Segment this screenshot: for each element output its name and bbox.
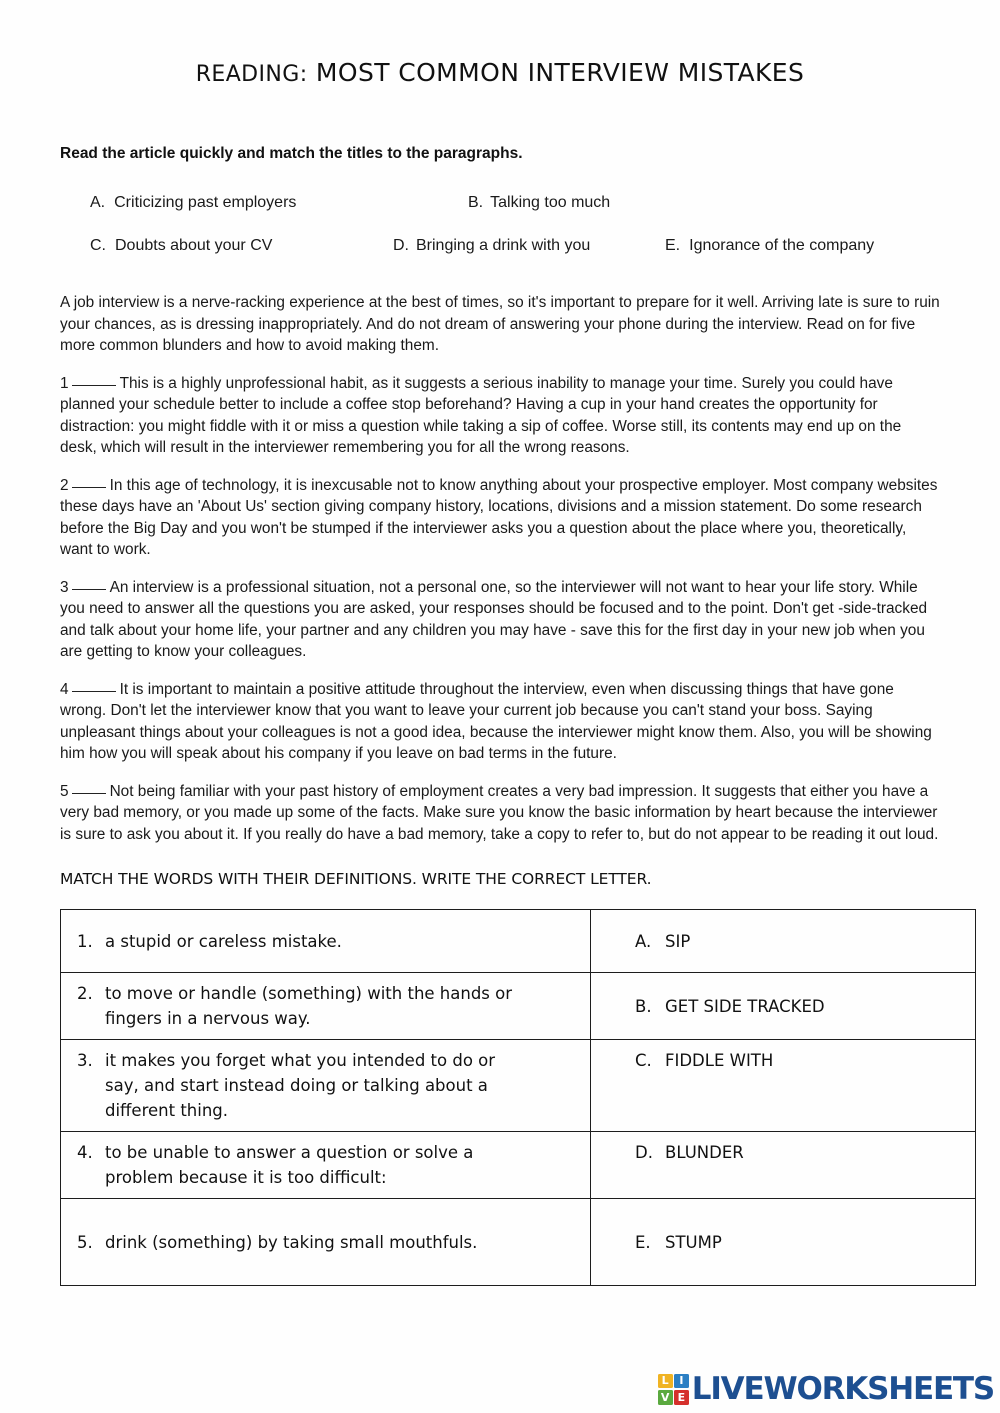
paragraph-3-number: 3 — [60, 578, 69, 596]
definition-cell-3 — [61, 1040, 591, 1132]
definition-text-5: drink (something) by taking small mouthfuls. — [105, 1232, 478, 1252]
paragraph-3-text: An interview is a professional situation, not a personal one, so the interviewer will not want to hear your life story. While you need to answer all the questions you are asked, your responses should be focused and to the point. Don't get -side-tracked and talk about your home life, your partner and any children you may have - save this for the first day in your new job when you are getting to know your colleagues. — [60, 578, 928, 660]
live-logo-icon — [658, 1374, 689, 1405]
logo-tile-v: V — [658, 1390, 673, 1405]
article-paragraph-4 — [60, 679, 940, 765]
article-intro-paragraph: A job interview is a nerve-racking experience at the best of times, so it's important to prepare for it well. Arriving late is sure to ruin your chances, as is dressing inappropriately. And do not dream of answering your phone during the interview. Read on for five more common blunders and how to avoid making them. — [60, 294, 940, 354]
word-text-3: FIDDLE WITH — [665, 1051, 774, 1070]
logo-tile-l: L — [658, 1374, 673, 1389]
table-row — [61, 1199, 976, 1286]
logo-wordmark: LIVEWORKSHEETS — [691, 1370, 994, 1407]
word-letter-1: A. — [635, 931, 652, 951]
definition-text-1: a stupid or careless mistake. — [105, 931, 342, 951]
table-row — [61, 910, 976, 973]
page-title — [0, 58, 1000, 87]
paragraph-2-answer-blank[interactable] — [72, 487, 106, 488]
word-text-5: STUMP — [665, 1232, 722, 1252]
logo-tile-e: E — [674, 1390, 689, 1405]
word-letter-3: C. — [635, 1051, 652, 1070]
definition-cell-1 — [61, 910, 591, 973]
table-row — [61, 1132, 976, 1199]
article-paragraph-2 — [60, 475, 940, 561]
word-text-1: SIP — [665, 931, 691, 951]
option-c-letter: C. — [90, 237, 106, 254]
definition-text-3: it makes you forget what you intended to do or say, and start instead doing or talking about a different thing. — [105, 1051, 496, 1120]
definition-text-4: to be unable to answer a question or solve a problem because it is too difficult: — [105, 1143, 474, 1187]
paragraph-1-number: 1 — [60, 374, 69, 392]
definition-cell-2 — [61, 973, 591, 1040]
instruction-text: Read the article quickly and match the titles to the paragraphs. — [60, 145, 523, 162]
option-d-letter: D. — [393, 237, 409, 254]
word-cell-3[interactable] — [591, 1040, 976, 1132]
option-c — [90, 236, 272, 256]
paragraph-2-number: 2 — [60, 476, 69, 494]
paragraph-3-answer-blank[interactable] — [72, 589, 106, 590]
word-letter-5: E. — [635, 1232, 651, 1252]
definition-cell-4 — [61, 1132, 591, 1199]
paragraph-4-text: It is important to maintain a positive attitude throughout the interview, even when discussing things that have gone wrong. Don't let the interviewer know that you want to leave your current job because you can't stand your boss. Saying unpleasant things about your colleagues is not a good idea, because the interviewer might know them. Also, you will be showing him how you will speak about his company if you leave on bad terms in the future. — [60, 680, 932, 762]
page-title-main: MOST COMMON INTERVIEW MISTAKES — [315, 58, 805, 87]
option-b-label: Talking too much — [490, 194, 611, 211]
paragraph-4-answer-blank[interactable] — [72, 691, 116, 692]
match-section-heading: MATCH THE WORDS WITH THEIR DEFINITIONS. WRITE THE CORRECT LETTER. — [60, 870, 652, 888]
option-e-letter: E. — [665, 237, 681, 254]
word-text-2: GET SIDE TRACKED — [665, 996, 825, 1016]
word-letter-2: B. — [635, 996, 652, 1016]
paragraph-2-text: In this age of technology, it is inexcusable not to know anything about your prospective employer. Most company websites these days have an 'About Us' section giving company history, locations, divisions and a mission statement. Do some research before the Big Day and you won't be stumped if the interviewer asks you a question about the place where you, theoretically, want to work. — [60, 476, 938, 558]
option-a-label: Criticizing past employers — [114, 194, 297, 211]
word-cell-2[interactable] — [591, 973, 976, 1040]
article-paragraph-1 — [60, 373, 940, 459]
table-row — [61, 1040, 976, 1132]
definition-cell-5 — [61, 1199, 591, 1286]
option-b — [468, 193, 610, 213]
option-d — [393, 236, 590, 256]
definition-number-5: 5. — [77, 1232, 93, 1252]
option-c-label: Doubts about your CV — [115, 237, 273, 254]
word-letter-4: D. — [635, 1143, 653, 1162]
paragraph-5-answer-blank[interactable] — [72, 793, 106, 794]
match-words-table — [60, 909, 976, 1286]
definition-number-1: 1. — [77, 931, 93, 951]
definition-text-2: to move or handle (something) with the hands or fingers in a nervous way. — [105, 984, 513, 1028]
option-a-letter: A. — [90, 194, 106, 211]
article-body — [60, 292, 940, 861]
option-d-label: Bringing a drink with you — [416, 237, 591, 254]
definition-number-2: 2. — [77, 984, 93, 1003]
word-cell-1[interactable] — [591, 910, 976, 973]
article-paragraph-3 — [60, 577, 940, 663]
word-cell-5[interactable] — [591, 1199, 976, 1286]
page-title-lead: READING: — [195, 62, 308, 87]
paragraph-1-text: This is a highly unprofessional habit, as it suggests a serious inability to manage your time. Surely you could have planned your schedule better to include a coffee stop beforehand? Having a cup in your hand creates the opportunity for distraction: you might fiddle with it or miss a question while taking a sip of coffee. Worse still, its contents may end up on the desk, which will result in the interviewer remembering you for all the wrong reasons. — [60, 374, 902, 456]
table-row — [61, 973, 976, 1040]
paragraph-4-number: 4 — [60, 680, 69, 698]
option-e-label: Ignorance of the company — [689, 237, 875, 254]
word-text-4: BLUNDER — [665, 1143, 744, 1162]
option-b-letter: B. — [468, 194, 484, 211]
definition-number-3: 3. — [77, 1051, 93, 1070]
option-e — [665, 236, 874, 256]
option-a — [90, 193, 296, 213]
article-paragraph-5 — [60, 781, 940, 846]
definition-number-4: 4. — [77, 1143, 93, 1162]
liveworksheets-logo[interactable] — [658, 1371, 994, 1407]
logo-tile-i: I — [674, 1374, 689, 1389]
paragraph-1-answer-blank[interactable] — [72, 385, 116, 386]
paragraph-5-number: 5 — [60, 782, 69, 800]
paragraph-5-text: Not being familiar with your past history of employment creates a very bad impression. It suggests that either you have a very bad memory, or you made up some of the facts. Make sure you know the basic information by heart because the interviewer is sure to ask you about it. If you really do have a bad memory, take a copy to refer to, but do not appear to be reading it out loud. — [60, 782, 939, 843]
word-cell-4[interactable] — [591, 1132, 976, 1199]
